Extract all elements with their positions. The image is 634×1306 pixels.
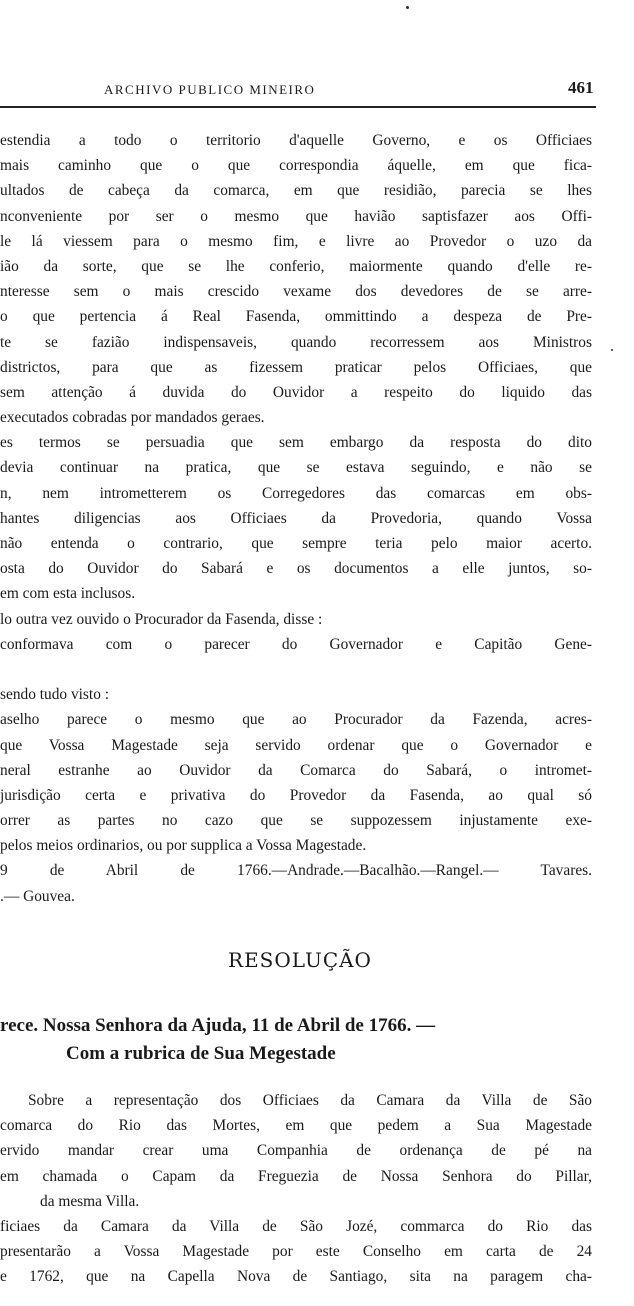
text-line: ficiaes da Camara da Villa de São Jozé, commarca do Rio das <box>0 1217 592 1235</box>
resolution-block <box>0 1012 634 1068</box>
text-line: sem attenção á duvida do Ouvidor a respeito do liquido das <box>0 383 592 401</box>
text-line: que Vossa Magestade seja servido ordenar que o Governador e <box>0 736 592 754</box>
text-line: nteresse sem o mais crescido vexame dos devedores de se arre- <box>0 283 592 301</box>
text-line: Sobre a representação dos Officiaes da Camara da Villa de São <box>28 1092 592 1109</box>
text-line: ervido mandar crear uma Companhia de ordenança de pé na <box>0 1142 592 1160</box>
text-line: lo outra vez ouvido o Procurador da Fasenda, disse : <box>0 610 323 628</box>
text-line: conformava com o parecer do Governador e Capitão Gene- <box>0 635 592 653</box>
text-line: te se fazião indispensaveis, quando recorressem aos Ministros <box>0 333 592 351</box>
text-line: .— Gouvea. <box>0 887 75 905</box>
text-line: le lá viessem para o mesmo fim, e livre ao Provedor o uzo da <box>0 232 592 250</box>
text-line: comarca do Rio das Mortes, em que pedem a Sua Magestade <box>0 1117 592 1135</box>
text-line: nconveniente por ser o mesmo que havião saptisfazer aos Offi- <box>0 207 592 225</box>
page-header <box>0 78 634 102</box>
text-line: pelos meios ordinarios, ou por supplica a Vossa Magestade. <box>0 837 367 855</box>
text-line: executados cobradas por mandados geraes. <box>0 409 265 427</box>
text-line: jurisdição certa e privativa do Provedor da Fasenda, ao qual só <box>0 786 592 804</box>
text-line: n, nem intrometterem os Corregedores das comarcas em obs- <box>0 484 592 502</box>
header-rule <box>0 106 596 108</box>
text-line: 9 de Abril de 1766.—Andrade.—Bacalhão.—Rangel.— Tavares. <box>0 862 592 880</box>
blank-line <box>0 657 634 682</box>
page-number: 461 <box>568 78 594 97</box>
text-line: da mesma Villa. <box>40 1192 140 1210</box>
text-line: em chamada o Capam da Freguezia de Nossa Senhora do Pillar, <box>0 1167 592 1185</box>
resolution-date-line: rece. Nossa Senhora da Ajuda, 11 de Abril de 1766. — <box>0 1015 436 1036</box>
text-line: es termos se persuadia que sem embargo da resposta do dito <box>0 434 592 452</box>
text-line: districtos, para que as fizessem praticar pelos Officiaes, que <box>0 358 592 376</box>
text-line: sendo tudo visto : <box>0 686 110 704</box>
text-line: em com esta inclusos. <box>0 585 136 603</box>
text-line: não entenda o contrario, que sempre teria pelo maior acerto. <box>0 535 592 552</box>
text-line: estendia a todo o territorio d'aquelle Governo, e os Officiaes <box>0 132 592 149</box>
text-line: o que pertencia á Real Fasenda, ommittindo a despeza de Pre- <box>0 308 592 326</box>
text-line: neral estranhe ao Ouvidor da Comarca do Sabará, o intromet- <box>0 761 592 779</box>
text-line: osta do Ouvidor do Sabará e os documentos a elle juntos, so- <box>0 560 592 578</box>
text-line: devia continuar na pratica, que se estava seguindo, e não se <box>0 459 592 477</box>
scan-speck <box>406 6 409 9</box>
text-line: aselho parece o mesmo que ao Procurador da Fazenda, acres- <box>0 711 592 729</box>
text-line: e 1762, que na Capella Nova de Santiago, sita na paragem cha- <box>0 1268 592 1286</box>
text-line: presentarão a Vossa Magestade por este Conselho em carta de 24 <box>0 1243 592 1261</box>
text-line: orrer as partes no cazo que se suppozessem injustamente exe- <box>0 812 592 830</box>
text-line: ultados de cabeça da comarca, em que residião, parecia se lhes <box>0 182 592 200</box>
text-line: ião da sorte, que se lhe conferio, maiormente quando d'elle re- <box>0 257 592 275</box>
next-section-text <box>0 1088 634 1290</box>
section-heading: RESOLUÇÃO <box>228 948 372 972</box>
resolution-rubric-line: Com a rubrica de Sua Megestade <box>66 1043 336 1064</box>
main-text <box>0 128 634 909</box>
text-line: mais caminho que o que correspondia áquelle, em que fica- <box>0 157 592 175</box>
text-line: hantes diligencias aos Officiaes da Provedoria, quando Vossa <box>0 509 592 527</box>
running-head: ARCHIVO PUBLICO MINEIRO <box>104 82 316 97</box>
